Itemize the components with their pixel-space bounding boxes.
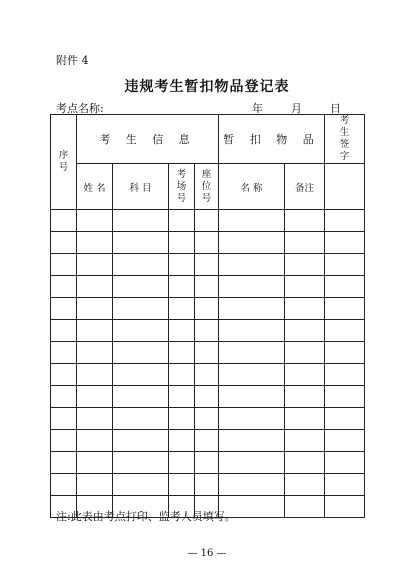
table-cell[interactable]	[195, 430, 219, 452]
table-cell[interactable]	[77, 298, 113, 320]
remark-header: 备注	[285, 164, 325, 210]
table-cell[interactable]	[285, 364, 325, 386]
table-cell[interactable]	[325, 320, 365, 342]
table-cell[interactable]	[219, 232, 285, 254]
table-cell[interactable]	[77, 364, 113, 386]
table-cell[interactable]	[285, 496, 325, 518]
page-title: 违规考生暂扣物品登记表	[124, 79, 290, 95]
table-cell[interactable]	[113, 342, 169, 364]
table-cell[interactable]	[51, 364, 77, 386]
table-cell[interactable]	[77, 210, 113, 232]
table-cell[interactable]	[195, 276, 219, 298]
table-cell[interactable]	[195, 386, 219, 408]
table-cell[interactable]	[169, 232, 195, 254]
table-cell[interactable]	[285, 210, 325, 232]
table-row	[51, 320, 365, 342]
table-cell[interactable]	[113, 254, 169, 276]
table-cell[interactable]	[219, 386, 285, 408]
footer-note: 注:此表由考点打印、监考人员填写。	[56, 510, 236, 523]
table-cell[interactable]	[285, 298, 325, 320]
table-cell[interactable]	[113, 320, 169, 342]
table-cell[interactable]	[77, 452, 113, 474]
table-cell[interactable]	[113, 452, 169, 474]
table-cell[interactable]	[219, 320, 285, 342]
attachment-label: 附件 4	[56, 54, 89, 67]
table-cell[interactable]	[169, 364, 195, 386]
table-cell[interactable]	[113, 210, 169, 232]
table-cell[interactable]	[113, 474, 169, 496]
table-cell[interactable]	[325, 210, 365, 232]
table-cell[interactable]	[285, 320, 325, 342]
table-cell[interactable]	[169, 320, 195, 342]
table-cell[interactable]	[169, 474, 195, 496]
table-cell[interactable]	[51, 342, 77, 364]
table-cell[interactable]	[51, 298, 77, 320]
table-row	[51, 210, 365, 232]
table-cell[interactable]	[51, 452, 77, 474]
table-row	[51, 254, 365, 276]
registration-table	[50, 114, 365, 518]
table-cell[interactable]	[195, 364, 219, 386]
table-row	[51, 474, 365, 496]
table-cell[interactable]	[285, 342, 325, 364]
table-cell[interactable]	[169, 298, 195, 320]
table-cell[interactable]	[51, 232, 77, 254]
table-row	[51, 364, 365, 386]
table-cell[interactable]	[325, 496, 365, 518]
table-cell[interactable]	[325, 276, 365, 298]
table-cell[interactable]	[169, 452, 195, 474]
table-cell[interactable]	[195, 232, 219, 254]
subject-header: 科 目	[113, 164, 169, 210]
table-cell[interactable]	[51, 254, 77, 276]
table-cell[interactable]	[113, 364, 169, 386]
table-cell[interactable]	[113, 276, 169, 298]
table-cell[interactable]	[219, 430, 285, 452]
year-label: 年	[252, 102, 263, 115]
student-info-header: 考 生 信 息	[77, 115, 219, 164]
table-cell[interactable]	[169, 408, 195, 430]
table-cell[interactable]	[285, 386, 325, 408]
table-row	[51, 276, 365, 298]
seat-number-header: 座 位 号	[195, 164, 219, 210]
table-cell[interactable]	[285, 474, 325, 496]
table-cell[interactable]	[325, 452, 365, 474]
table-cell[interactable]	[285, 452, 325, 474]
table-cell[interactable]	[219, 342, 285, 364]
table-cell[interactable]	[113, 430, 169, 452]
table-cell[interactable]	[285, 408, 325, 430]
signature-subheader	[325, 164, 365, 210]
table-cell[interactable]	[325, 254, 365, 276]
table-row	[51, 232, 365, 254]
table-cell[interactable]	[219, 408, 285, 430]
table-cell[interactable]	[219, 276, 285, 298]
table-cell[interactable]	[219, 452, 285, 474]
seq-header	[51, 115, 77, 210]
table-cell[interactable]	[219, 474, 285, 496]
seq-header-text: 序 号	[58, 150, 69, 173]
table-cell[interactable]	[77, 254, 113, 276]
signature-header: 考 生 签 字	[325, 115, 365, 164]
table-cell[interactable]	[169, 430, 195, 452]
held-items-header: 暂 扣 物 品	[219, 115, 325, 164]
table-cell[interactable]	[285, 430, 325, 452]
table-cell[interactable]	[169, 276, 195, 298]
table-cell[interactable]	[51, 386, 77, 408]
table-cell[interactable]	[77, 320, 113, 342]
table-cell[interactable]	[51, 276, 77, 298]
table-cell[interactable]	[113, 408, 169, 430]
table-cell[interactable]	[325, 232, 365, 254]
table-cell[interactable]	[285, 276, 325, 298]
month-label: 月	[291, 102, 302, 115]
table-cell[interactable]	[219, 210, 285, 232]
table-cell[interactable]	[77, 342, 113, 364]
table-cell[interactable]	[195, 210, 219, 232]
table-cell[interactable]	[77, 408, 113, 430]
table-cell[interactable]	[195, 320, 219, 342]
table-row	[51, 386, 365, 408]
table-cell[interactable]	[169, 386, 195, 408]
table-row	[51, 430, 365, 452]
table-cell[interactable]	[51, 320, 77, 342]
table-cell[interactable]	[113, 232, 169, 254]
table-cell[interactable]	[325, 342, 365, 364]
table-cell[interactable]	[195, 452, 219, 474]
page-number: — 16 —	[187, 548, 227, 559]
table-row	[51, 452, 365, 474]
table-row	[51, 298, 365, 320]
table-cell[interactable]	[325, 298, 365, 320]
table-cell[interactable]	[195, 474, 219, 496]
table-cell[interactable]	[77, 474, 113, 496]
table-cell[interactable]	[113, 386, 169, 408]
table-cell[interactable]	[285, 232, 325, 254]
table-row	[51, 408, 365, 430]
table-cell[interactable]	[169, 254, 195, 276]
table-cell[interactable]	[51, 474, 77, 496]
day-label: 日	[330, 102, 341, 115]
table-cell[interactable]	[285, 254, 325, 276]
item-name-header: 名 称	[219, 164, 285, 210]
room-number-header: 考 场 号	[169, 164, 195, 210]
table-cell[interactable]	[219, 298, 285, 320]
table-cell[interactable]	[77, 386, 113, 408]
name-header: 姓 名	[77, 164, 113, 210]
table-cell[interactable]	[51, 408, 77, 430]
table-cell[interactable]	[195, 342, 219, 364]
table-cell[interactable]	[195, 408, 219, 430]
table-cell[interactable]	[195, 298, 219, 320]
table-cell[interactable]	[325, 430, 365, 452]
table-cell[interactable]	[169, 210, 195, 232]
table-cell[interactable]	[113, 298, 169, 320]
table-cell[interactable]	[325, 408, 365, 430]
table-cell[interactable]	[325, 474, 365, 496]
exam-site-label: 考点名称:	[56, 102, 104, 115]
table-cell[interactable]	[325, 364, 365, 386]
table-cell[interactable]	[77, 232, 113, 254]
table-cell[interactable]	[219, 364, 285, 386]
table-row	[51, 342, 365, 364]
table-cell[interactable]	[325, 386, 365, 408]
table-cell[interactable]	[169, 342, 195, 364]
table-cell[interactable]	[77, 430, 113, 452]
table-cell[interactable]	[77, 276, 113, 298]
table-cell[interactable]	[51, 210, 77, 232]
table-cell[interactable]	[195, 254, 219, 276]
table-cell[interactable]	[219, 254, 285, 276]
table-cell[interactable]	[51, 430, 77, 452]
